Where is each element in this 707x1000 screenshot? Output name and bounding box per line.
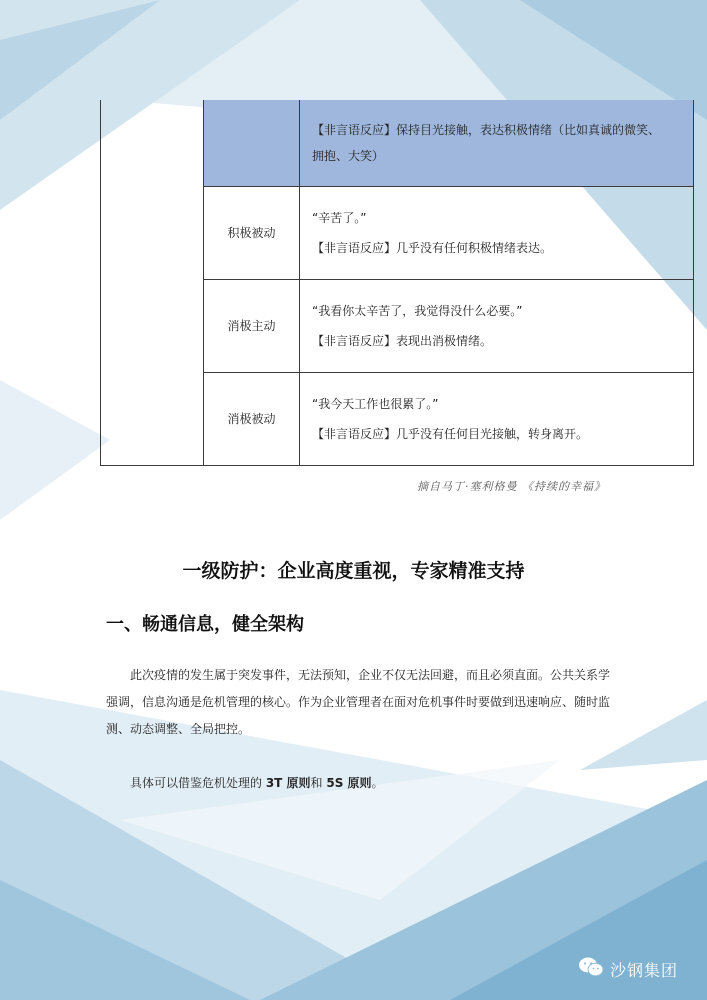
row-label: 消极被动 (204, 372, 300, 465)
section-title: 一级防护：企业高度重视，专家精准支持 (182, 560, 525, 582)
paragraph-2 (106, 770, 616, 797)
response-table (100, 100, 664, 465)
sub-title: 一、畅通信息，健全架构 (106, 614, 304, 635)
paragraph-1: 此次疫情的发生属于突发事件，无法预知，企业不仅无法回避，而且必须直面。公共关系学强调，信息沟通是危机管理的核心。作为企业管理者在面对危机事件时要做到迅速响应、随时监测、动态调整、全局把控。 (106, 668, 611, 736)
row-line: 【非言语反应】几乎没有任何积极情绪表达。 (312, 240, 553, 255)
brand-logo (578, 956, 678, 982)
row-content (300, 186, 694, 279)
wechat-icon (578, 956, 604, 982)
row-line: 【非言语反应】几乎没有任何目光接触，转身离开。 (312, 426, 589, 441)
row-label: 消极主动 (204, 279, 300, 372)
paragraph-2-middle: 和 (310, 776, 327, 790)
row-line: 拥抱、大笑） (312, 148, 385, 163)
row-line: 【非言语反应】保持目光接触，表达积极情绪（比如真诚的微笑、 (312, 122, 661, 137)
row-line: 【非言语反应】表现出消极情绪。 (312, 333, 493, 348)
row-label (204, 100, 300, 186)
row-line: “辛苦了。” (312, 210, 367, 225)
row-content (300, 372, 694, 465)
row-content (300, 100, 694, 186)
row-line: “我看你太辛苦了，我觉得没什么必要。” (312, 303, 523, 318)
principle-5s: 5S 原则 (326, 776, 372, 790)
paragraph-2-prefix: 具体可以借鉴危机处理的 (130, 776, 266, 790)
paragraph-2-suffix: 。 (371, 776, 384, 790)
row-label: 积极被动 (204, 186, 300, 279)
row-line: “我今天工作也很累了。” (312, 396, 439, 411)
principle-3t: 3T 原则 (265, 776, 311, 790)
row-content (300, 279, 694, 372)
brand-name: 沙钢集团 (610, 960, 679, 980)
source-citation: 摘自马丁·塞利格曼 《持续的幸福》 (417, 480, 606, 493)
table-left-column (101, 100, 204, 465)
table-row (101, 100, 694, 186)
